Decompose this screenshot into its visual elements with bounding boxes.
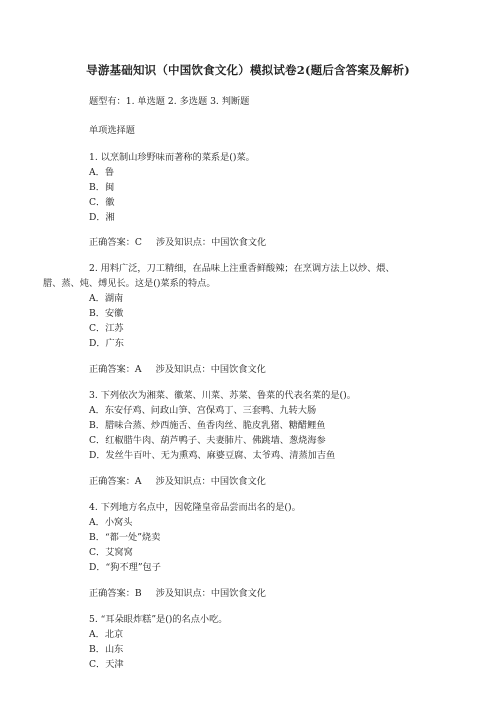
option: B．安徽	[89, 308, 124, 319]
section-heading: 单项选择题	[89, 125, 135, 136]
option: D．湘	[89, 212, 115, 223]
question-types: 题型有：1. 单选题 2. 多选题 3. 判断题	[89, 96, 250, 107]
option: A．北京	[89, 629, 124, 640]
option: C．徽	[89, 197, 115, 208]
correct-answer: 正确答案：A	[89, 476, 142, 487]
question-stem: 1. 以烹制山珍野味而著称的菜系是()菜。	[89, 152, 255, 163]
question-stem: 4. 下列地方名点中，因乾隆皇帝品尝而出名的是()。	[89, 502, 301, 513]
option: D．广东	[89, 338, 124, 349]
page-title: 导游基础知识（中国饮食文化）模拟试卷2(题后含答案及解析)	[86, 63, 410, 77]
answer-line	[89, 236, 266, 249]
answer-line	[89, 475, 266, 488]
correct-answer: 正确答案：B	[89, 588, 142, 599]
answer-line	[89, 587, 266, 600]
option: A．鲁	[89, 167, 115, 178]
option: B．“都一处”烧卖	[89, 532, 161, 543]
option: B．腊味合蒸、炒西施舌、鱼香肉丝、脆皮乳猪、糖醋鲤鱼	[89, 420, 326, 431]
answer-line	[89, 363, 266, 376]
option: A．湖南	[89, 293, 124, 304]
knowledge-point: 涉及知识点：中国饮食文化	[155, 364, 266, 375]
question-stem: 2. 用料广泛，刀工精细，在品味上注重香鲜酸辣；在烹调方法上以炒、煨、	[89, 263, 395, 274]
question-stem-continued: 腊、蒸、炖、煿见长。这是()菜系的特点。	[43, 278, 216, 289]
option: B．闽	[89, 182, 115, 193]
option: D．“狗不理”包子	[89, 562, 161, 573]
option: A．东安仔鸡、问政山笋、宫保鸡丁、三套鸭、九转大肠	[89, 405, 317, 416]
correct-answer: 正确答案：A	[89, 364, 142, 375]
question-stem: 5. “耳朵眼炸糕”是()的名点小吃。	[89, 614, 228, 625]
knowledge-point: 涉及知识点：中国饮食文化	[155, 237, 267, 248]
option: C．红椒腊牛肉、葫芦鸭子、夫妻肺片、佛跳墙、葱烧海参	[89, 435, 326, 446]
option: C．艾窝窝	[89, 547, 133, 558]
option: D．发丝牛百叶、无为熏鸡、麻婆豆腐、太爷鸡、清蒸加吉鱼	[89, 450, 336, 461]
option: C．江苏	[89, 323, 124, 334]
option: C．天津	[89, 659, 124, 670]
question-stem: 3. 下列依次为湘菜、徽菜、川菜、苏菜、鲁菜的代表名菜的是()。	[89, 390, 356, 401]
option: A．小窝头	[89, 517, 133, 528]
knowledge-point: 涉及知识点：中国饮食文化	[155, 588, 266, 599]
correct-answer: 正确答案：C	[89, 237, 142, 248]
option: B．山东	[89, 644, 124, 655]
knowledge-point: 涉及知识点：中国饮食文化	[155, 476, 266, 487]
